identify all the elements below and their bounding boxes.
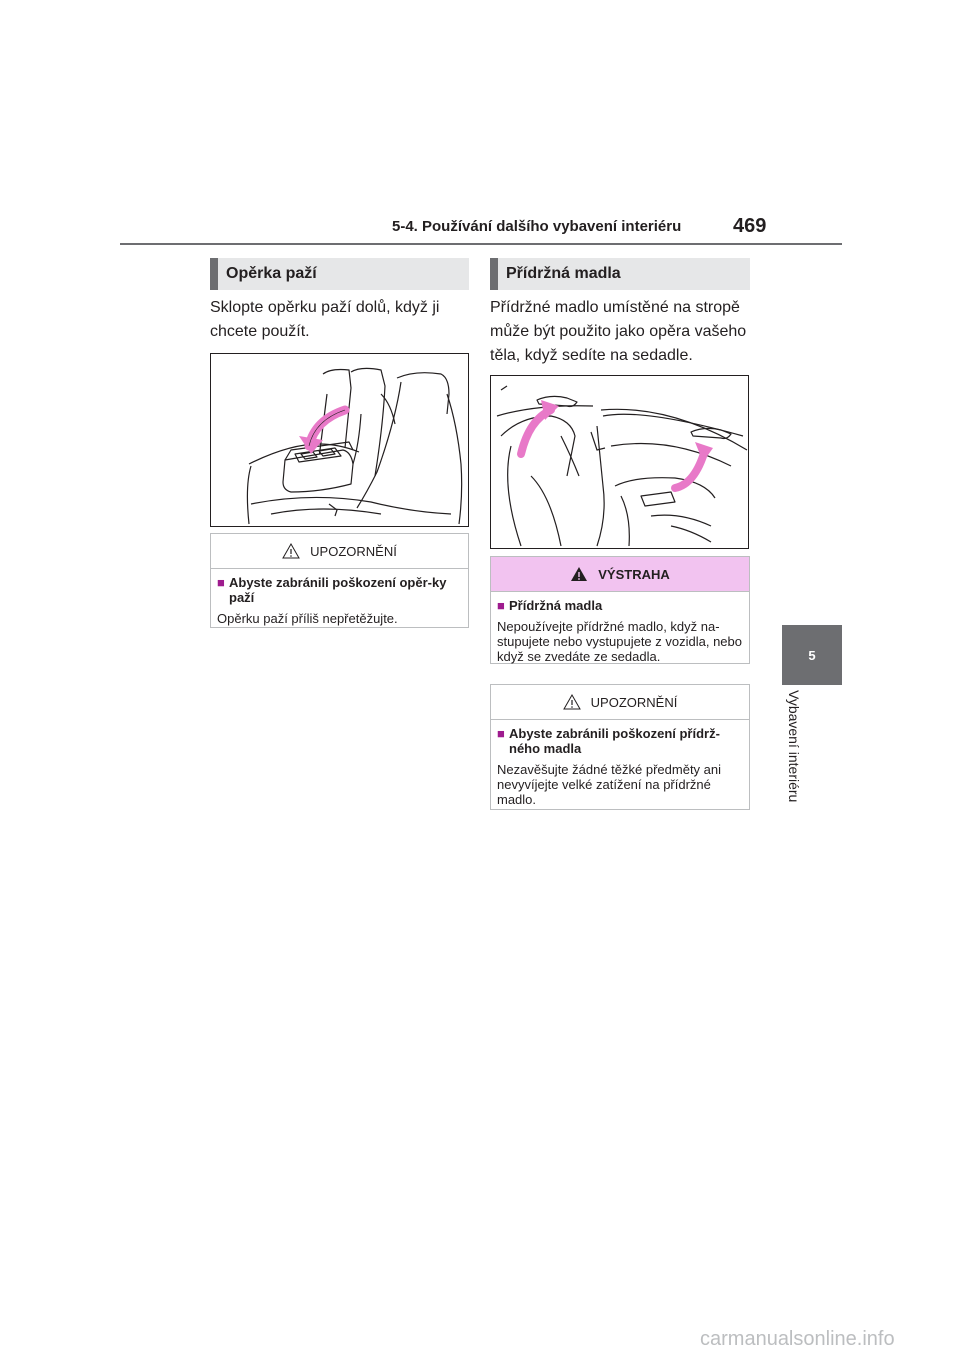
bullet-square-icon: ■ xyxy=(497,598,505,613)
armrest-caution-text: Opěrku paží příliš nepřetěžujte. xyxy=(217,611,398,626)
chapter-title: Vybavení interiéru xyxy=(786,690,802,803)
section-title: 5-4. Používání dalšího vybavení interiéru xyxy=(392,218,682,235)
grip-body: Přídržné madlo umístěné na stropě může být použito jako opěra vašeho těla, když sedíte na sedadle. xyxy=(490,299,747,364)
armrest-illustration xyxy=(210,353,469,527)
armrest-body: Sklopte opěrku paží dolů, když ji chcete použít. xyxy=(210,299,440,340)
grip-warning-item-title xyxy=(497,598,743,613)
chapter-side-label xyxy=(780,690,808,930)
bullet-square-icon: ■ xyxy=(217,575,225,590)
armrest-caution-item-title xyxy=(217,575,462,605)
grip-warning-header xyxy=(491,557,749,592)
grip-caution-item-title xyxy=(497,726,743,756)
armrest-caution-box xyxy=(210,533,469,628)
grip-caution-text: Nezavěšujte žádné těžké předměty ani nevyvíjejte velké zatížení na přídržné madlo. xyxy=(497,762,722,807)
grip-heading xyxy=(490,258,750,290)
armrest-caution-header xyxy=(211,534,468,569)
grip-drawing xyxy=(491,376,748,548)
footer-watermark[interactable]: carmanualsonline.info xyxy=(700,1328,895,1350)
grip-warning-box xyxy=(490,556,750,664)
caution-triangle-icon xyxy=(282,543,300,559)
grip-caution-header xyxy=(491,685,749,720)
warning-triangle-icon xyxy=(570,566,588,582)
armrest-heading-text: Opěrka paží xyxy=(226,265,317,282)
grip-warning-label: VÝSTRAHA xyxy=(598,566,670,582)
armrest-drawing xyxy=(211,354,468,526)
caution-triangle-icon xyxy=(563,694,581,710)
grip-illustration xyxy=(490,375,749,549)
chapter-number: 5 xyxy=(808,647,816,663)
grip-caution-label: UPOZORNĚNÍ xyxy=(590,694,678,710)
armrest-caution-body xyxy=(211,569,468,634)
grip-warning-title-text: Přídržná madla xyxy=(509,598,603,613)
armrest-caution-label: UPOZORNĚNÍ xyxy=(310,543,397,559)
page-number: 469 xyxy=(733,215,767,237)
armrest-heading xyxy=(210,258,469,290)
grip-heading-text: Přídržná madla xyxy=(506,265,621,282)
header-rule xyxy=(120,243,842,245)
chapter-tab[interactable] xyxy=(782,625,842,685)
grip-warning-body xyxy=(491,592,749,672)
bullet-square-icon: ■ xyxy=(497,726,505,741)
grip-caution-title-text: Abyste zabránili poškození přídrž-ného madla xyxy=(509,726,720,756)
grip-caution-box xyxy=(490,684,750,810)
armrest-caution-title-text: Abyste zabránili poškození opěr-ky paží xyxy=(229,575,447,605)
grip-warning-text: Nepoužívejte přídržné madlo, když na-stupujete nebo vystupujete z vozidla, nebo když se zvedáte ze sedadla. xyxy=(497,619,743,664)
grip-caution-body xyxy=(491,720,749,815)
